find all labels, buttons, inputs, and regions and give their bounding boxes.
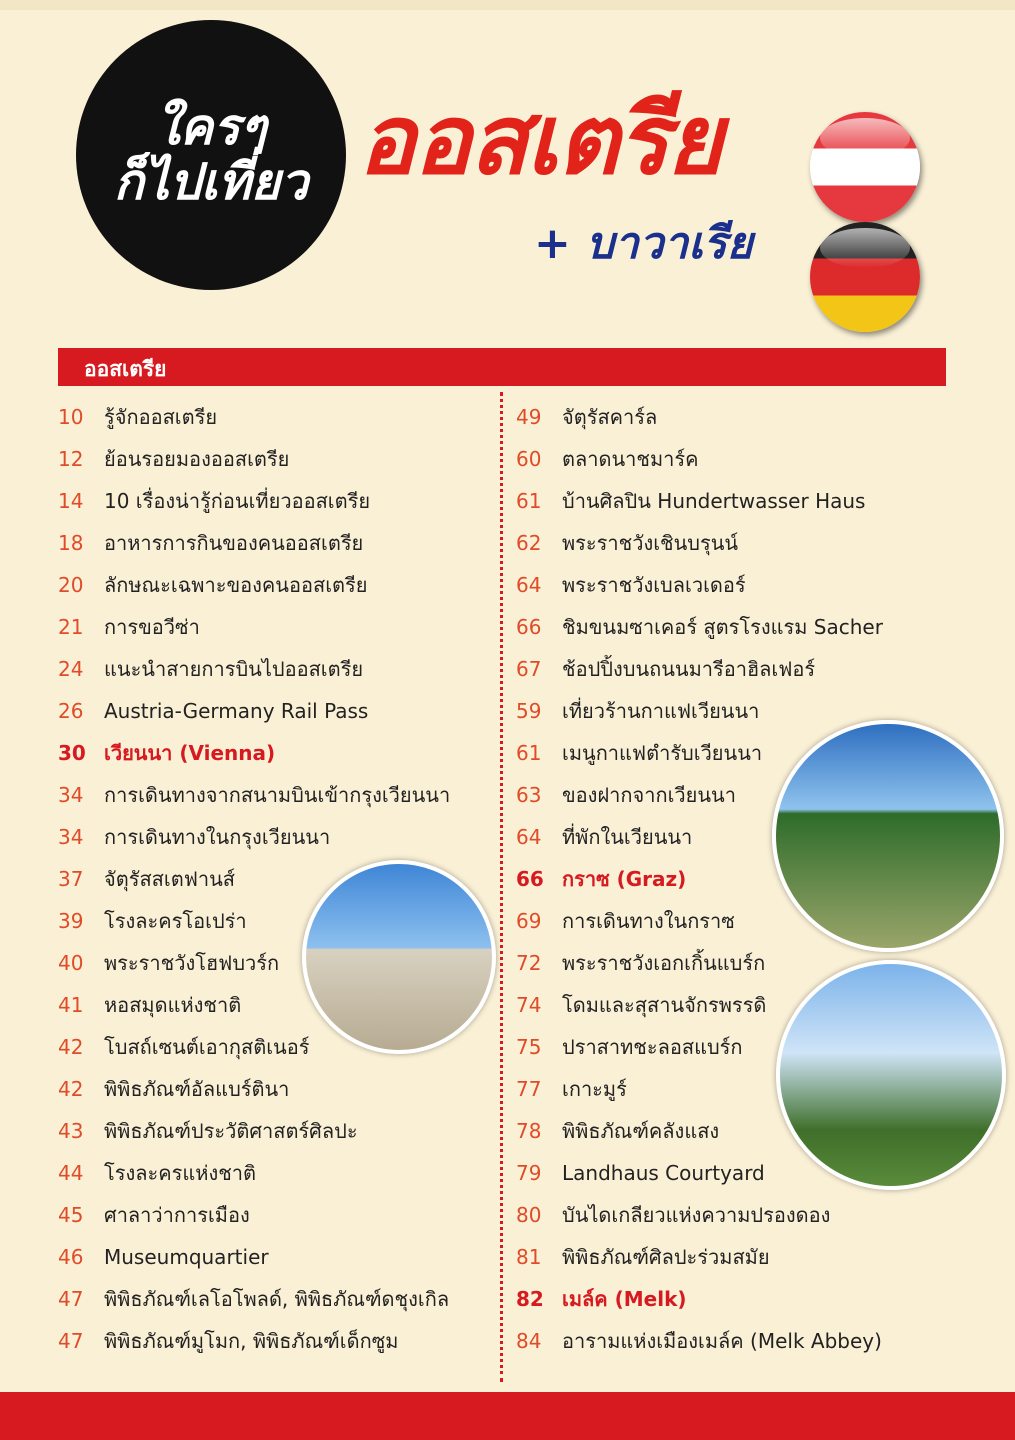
toc-page-number: 21 [58, 615, 84, 639]
toc-entry-text: การเดินทางในกรุงเวียนนา [104, 825, 331, 849]
toc-entry-text: ตลาดนาชมาร์ค [562, 447, 699, 471]
toc-entry-text: 10 เรื่องน่ารู้ก่อนเที่ยวออสเตรีย [104, 489, 371, 513]
section-title: ออสเตรีย [84, 357, 167, 381]
toc-entry [516, 1194, 956, 1236]
toc-entry-text: ลักษณะเฉพาะของคนออสเตรีย [104, 573, 368, 597]
toc-entry-text: พิพิธภัณฑ์มูโมก, พิพิธภัณฑ์เด็กซูม [104, 1329, 399, 1353]
toc-entry-text: พิพิธภัณฑ์คลังแสง [562, 1119, 720, 1143]
germany-flag-icon [810, 222, 920, 332]
toc-page-number: 66 [516, 615, 542, 639]
toc-chapter-heading [58, 732, 498, 774]
toc-page-number: 82 [516, 1287, 544, 1311]
toc-entry [58, 1236, 498, 1278]
toc-entry [58, 816, 498, 858]
toc-page-number: 61 [516, 489, 542, 513]
toc-page-number: 60 [516, 447, 542, 471]
toc-entry [58, 1110, 498, 1152]
toc-page-number: 10 [58, 405, 84, 429]
toc-entry-text: พิพิธภัณฑ์ศิลปะร่วมสมัย [562, 1245, 770, 1269]
toc-entry [58, 1068, 498, 1110]
toc-chapter-heading [516, 1278, 956, 1320]
toc-entry [516, 606, 956, 648]
toc-page-number: 30 [58, 741, 86, 765]
toc-entry-text: โรงละครแห่งชาติ [104, 1161, 257, 1185]
stephansdom-photo [302, 860, 496, 1054]
toc-entry-text: จัตุรัสสเตฟานส์ [104, 867, 235, 891]
toc-entry-text: ศาลาว่าการเมือง [104, 1203, 250, 1227]
toc-entry [58, 1278, 498, 1320]
toc-entry-text: พิพิธภัณฑ์เลโอโพลด์, พิพิธภัณฑ์ดชุงเกิล [104, 1287, 450, 1311]
toc-entry-text: ของฝากจากเวียนนา [562, 783, 736, 807]
toc-page-number: 69 [516, 909, 542, 933]
eggenberg-palace-photo [772, 720, 1004, 952]
toc-entry [516, 1236, 956, 1278]
toc-entry [516, 438, 956, 480]
melk-abbey-photo [776, 960, 1006, 1190]
toc-entry [516, 396, 956, 438]
toc-entry-text: บ้านศิลปิน Hundertwasser Haus [562, 489, 866, 513]
toc-page-number: 24 [58, 657, 84, 681]
toc-entry-text: อารามแห่งเมืองเมล์ค (Melk Abbey) [562, 1329, 882, 1353]
toc-entry [516, 648, 956, 690]
toc-entry [58, 480, 498, 522]
toc-page-number: 74 [516, 993, 542, 1017]
toc-entry-text: โดมและสุสานจักรพรรดิ [562, 993, 767, 1017]
toc-entry-text: โรงละครโอเปร่า [104, 909, 247, 933]
top-band [0, 0, 1015, 10]
toc-entry-text: ช้อปปิ้งบนถนนมารีอาฮิลเฟอร์ [562, 657, 816, 681]
toc-page-number: 78 [516, 1119, 542, 1143]
toc-entry-text: เกาะมูร์ [562, 1077, 627, 1101]
toc-entry-text: พิพิธภัณฑ์อัลแบร์ตินา [104, 1077, 290, 1101]
toc-page-number: 18 [58, 531, 84, 555]
toc-page-number: 20 [58, 573, 84, 597]
toc-page-number: 77 [516, 1077, 542, 1101]
toc-page-number: 26 [58, 699, 84, 723]
toc-page-number: 81 [516, 1245, 542, 1269]
toc-entry [58, 1152, 498, 1194]
toc-page-number: 63 [516, 783, 542, 807]
toc-entry-text: การเดินทางจากสนามบินเข้ากรุงเวียนนา [104, 783, 451, 807]
toc-entry [58, 564, 498, 606]
toc-page-number: 47 [58, 1329, 84, 1353]
toc-page-number: 79 [516, 1161, 542, 1185]
toc-page-number: 84 [516, 1329, 542, 1353]
toc-entry-text: เที่ยวร้านกาแฟเวียนนา [562, 699, 760, 723]
toc-entry-text: ชิมขนมซาเคอร์ สูตรโรงแรม Sacher [562, 615, 883, 639]
toc-entry-text: พระราชวังเชินบรุนน์ [562, 531, 739, 555]
toc-page-number: 49 [516, 405, 542, 429]
toc-entry [58, 522, 498, 564]
toc-page-number: 40 [58, 951, 84, 975]
title-badge [76, 20, 346, 290]
toc-entry-text: จัตุรัสคาร์ล [562, 405, 658, 429]
toc-entry-text: Museumquartier [104, 1245, 269, 1269]
toc-page-number: 59 [516, 699, 542, 723]
section-header [58, 348, 946, 386]
toc-page-number: 39 [58, 909, 84, 933]
toc-entry-text: หอสมุดแห่งชาติ [104, 993, 242, 1017]
toc-page-number: 46 [58, 1245, 84, 1269]
toc-entry [58, 1320, 498, 1362]
badge-line-2: ก็ไปเที่ยว [113, 153, 309, 211]
badge-line-1: ใครๆ [155, 98, 267, 156]
toc-entry [58, 690, 498, 732]
bottom-band [0, 1392, 1015, 1440]
toc-entry [58, 396, 498, 438]
toc-entry [516, 522, 956, 564]
toc-entry-text: พระราชวังโฮฟบวร์ก [104, 951, 280, 975]
toc-entry-text: การเดินทางในกราซ [562, 909, 735, 933]
book-title: ออสเตรีย [358, 84, 721, 196]
toc-entry-text: บันไดเกลียวแห่งความปรองดอง [562, 1203, 831, 1227]
toc-entry [516, 480, 956, 522]
toc-page-number: 12 [58, 447, 84, 471]
toc-entry-text: รู้จักออสเตรีย [104, 405, 218, 429]
toc-page-number: 42 [58, 1077, 84, 1101]
toc-page-number: 64 [516, 825, 542, 849]
toc-entry-text: การขอวีซ่า [104, 615, 200, 639]
column-divider [500, 392, 503, 1382]
toc-page-number: 34 [58, 825, 84, 849]
toc-entry-text: ปราสาทชะลอสแบร์ก [562, 1035, 743, 1059]
toc-entry-text: เมล์ค (Melk) [562, 1287, 687, 1311]
toc-page-number: 72 [516, 951, 542, 975]
toc-entry-text: พระราชวังเอกเกิ้นแบร์ก [562, 951, 766, 975]
toc-entry [58, 648, 498, 690]
toc-page-number: 14 [58, 489, 84, 513]
toc-entry [516, 1320, 956, 1362]
toc-entry [58, 1194, 498, 1236]
toc-entry [516, 564, 956, 606]
toc-entry-text: เมนูกาแฟตำรับเวียนนา [562, 741, 763, 765]
toc-entry [58, 774, 498, 816]
toc-page-number: 42 [58, 1035, 84, 1059]
toc-entry-text: พิพิธภัณฑ์ประวัติศาสตร์ศิลปะ [104, 1119, 358, 1143]
toc-entry-text: เวียนนา (Vienna) [104, 741, 276, 765]
toc-page-number: 80 [516, 1203, 542, 1227]
toc-page-number: 75 [516, 1035, 542, 1059]
toc-entry [58, 606, 498, 648]
toc-entry-text: Landhaus Courtyard [562, 1161, 765, 1185]
toc-page-number: 66 [516, 867, 544, 891]
toc-page-number: 43 [58, 1119, 84, 1143]
toc-entry [58, 438, 498, 480]
toc-page-number: 64 [516, 573, 542, 597]
toc-entry-text: ที่พักในเวียนนา [562, 825, 693, 849]
toc-page-number: 61 [516, 741, 542, 765]
toc-entry-text: กราซ (Graz) [562, 867, 687, 891]
toc-page-number: 34 [58, 783, 84, 807]
toc-page-number: 37 [58, 867, 84, 891]
toc-page-number: 41 [58, 993, 84, 1017]
toc-entry-text: Austria-Germany Rail Pass [104, 699, 369, 723]
toc-page-number: 45 [58, 1203, 84, 1227]
toc-page-number: 47 [58, 1287, 84, 1311]
toc-page-number: 44 [58, 1161, 84, 1185]
toc-entry-text: อาหารการกินของคนออสเตรีย [104, 531, 364, 555]
toc-page-number: 67 [516, 657, 542, 681]
toc-entry-text: พระราชวังเบลเวเดอร์ [562, 573, 746, 597]
austria-flag-icon [810, 112, 920, 222]
toc-entry-text: โบสถ์เซนต์เอากุสติเนอร์ [104, 1035, 310, 1059]
toc-entry-text: แนะนำสายการบินไปออสเตรีย [104, 657, 364, 681]
book-subtitle: + บาวาเรีย [534, 218, 753, 269]
toc-entry-text: ย้อนรอยมองออสเตรีย [104, 447, 290, 471]
toc-page-number: 62 [516, 531, 542, 555]
